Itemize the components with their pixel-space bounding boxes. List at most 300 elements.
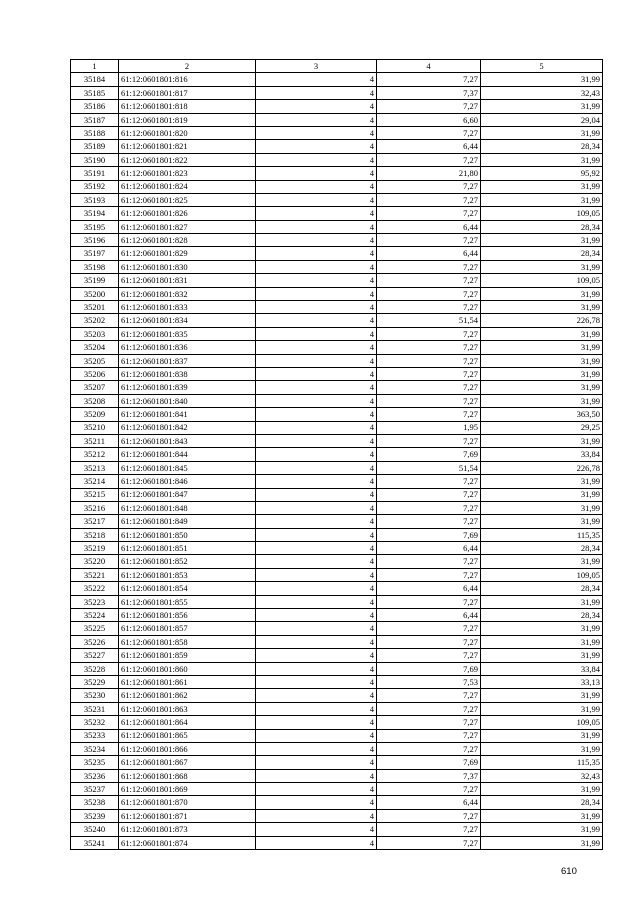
table-cell-col5: 28,34 xyxy=(481,140,603,153)
table-cell-col4: 1,95 xyxy=(377,421,481,434)
table-cell-col3: 4 xyxy=(256,234,377,247)
table-cell-col5: 31,99 xyxy=(481,836,603,849)
table-cell-col5: 31,99 xyxy=(481,100,603,113)
table-cell-col5: 31,99 xyxy=(481,434,603,447)
table-row xyxy=(71,461,603,474)
table-cell-col4: 6,44 xyxy=(377,247,481,260)
table-cell-col4: 7,69 xyxy=(377,448,481,461)
table-cell-col5: 31,99 xyxy=(481,823,603,836)
table-cell-col3: 4 xyxy=(256,675,377,688)
table-cell-col2: 61:12:0601801:858 xyxy=(119,635,256,648)
table-cell-col1: 35213 xyxy=(71,461,119,474)
table-cell-col3: 4 xyxy=(256,488,377,501)
table-row xyxy=(71,649,603,662)
table-cell-col1: 35198 xyxy=(71,260,119,273)
table-row xyxy=(71,193,603,206)
table-cell-col1: 35208 xyxy=(71,394,119,407)
table-cell-col2: 61:12:0601801:835 xyxy=(119,327,256,340)
table-cell-col4: 7,27 xyxy=(377,153,481,166)
table-cell-col3: 4 xyxy=(256,394,377,407)
table-cell-col4: 7,27 xyxy=(377,126,481,139)
table-row xyxy=(71,716,603,729)
table-row xyxy=(71,167,603,180)
table-row xyxy=(71,809,603,822)
table-cell-col4: 6,60 xyxy=(377,113,481,126)
table-cell-col4: 7,27 xyxy=(377,354,481,367)
table-cell-col4: 7,27 xyxy=(377,434,481,447)
header-row xyxy=(71,60,603,73)
table-cell-col2: 61:12:0601801:829 xyxy=(119,247,256,260)
table-cell-col3: 4 xyxy=(256,260,377,273)
table-row xyxy=(71,836,603,849)
table-cell-col3: 4 xyxy=(256,501,377,514)
table-cell-col3: 4 xyxy=(256,716,377,729)
table-cell-col2: 61:12:0601801:825 xyxy=(119,193,256,206)
table-cell-col3: 4 xyxy=(256,421,377,434)
table-cell-col3: 4 xyxy=(256,662,377,675)
table-cell-col1: 35225 xyxy=(71,622,119,635)
table-cell-col3: 4 xyxy=(256,126,377,139)
table-row xyxy=(71,662,603,675)
table-cell-col4: 7,27 xyxy=(377,702,481,715)
table-cell-col4: 6,44 xyxy=(377,542,481,555)
table-cell-col5: 28,34 xyxy=(481,220,603,233)
table-cell-col5: 95,92 xyxy=(481,167,603,180)
table-cell-col5: 28,34 xyxy=(481,796,603,809)
table-cell-col2: 61:12:0601801:830 xyxy=(119,260,256,273)
table-cell-col1: 35223 xyxy=(71,595,119,608)
table-cell-col5: 31,99 xyxy=(481,327,603,340)
table-cell-col3: 4 xyxy=(256,622,377,635)
table-cell-col2: 61:12:0601801:870 xyxy=(119,796,256,809)
table-cell-col2: 61:12:0601801:856 xyxy=(119,609,256,622)
table-cell-col5: 31,99 xyxy=(481,809,603,822)
table-cell-col4: 7,27 xyxy=(377,729,481,742)
table-cell-col1: 35205 xyxy=(71,354,119,367)
table-cell-col5: 31,99 xyxy=(481,555,603,568)
table-cell-col2: 61:12:0601801:823 xyxy=(119,167,256,180)
table-cell-col2: 61:12:0601801:851 xyxy=(119,542,256,555)
table-cell-col2: 61:12:0601801:849 xyxy=(119,515,256,528)
table-cell-col2: 61:12:0601801:847 xyxy=(119,488,256,501)
table-cell-col5: 363,50 xyxy=(481,408,603,421)
table-cell-col4: 7,27 xyxy=(377,783,481,796)
table-cell-col3: 4 xyxy=(256,86,377,99)
table-cell-col3: 4 xyxy=(256,823,377,836)
table-cell-col2: 61:12:0601801:846 xyxy=(119,475,256,488)
table-row xyxy=(71,314,603,327)
table-cell-col1: 35220 xyxy=(71,555,119,568)
table-cell-col1: 35219 xyxy=(71,542,119,555)
table-cell-col4: 7,27 xyxy=(377,234,481,247)
header-cell-2: 2 xyxy=(119,60,256,73)
table-cell-col1: 35210 xyxy=(71,421,119,434)
table-cell-col1: 35185 xyxy=(71,86,119,99)
table-cell-col2: 61:12:0601801:844 xyxy=(119,448,256,461)
table-row xyxy=(71,394,603,407)
table-cell-col3: 4 xyxy=(256,113,377,126)
table-cell-col3: 4 xyxy=(256,542,377,555)
table-cell-col3: 4 xyxy=(256,609,377,622)
table-row xyxy=(71,341,603,354)
table-cell-col3: 4 xyxy=(256,408,377,421)
table-cell-col2: 61:12:0601801:842 xyxy=(119,421,256,434)
table-row xyxy=(71,769,603,782)
table-row xyxy=(71,675,603,688)
table-cell-col5: 31,99 xyxy=(481,635,603,648)
table-cell-col2: 61:12:0601801:850 xyxy=(119,528,256,541)
table-cell-col2: 61:12:0601801:821 xyxy=(119,140,256,153)
table-cell-col1: 35201 xyxy=(71,301,119,314)
table-row xyxy=(71,153,603,166)
table-row xyxy=(71,635,603,648)
table-cell-col1: 35240 xyxy=(71,823,119,836)
table-cell-col4: 7,27 xyxy=(377,649,481,662)
table-cell-col2: 61:12:0601801:871 xyxy=(119,809,256,822)
table-cell-col3: 4 xyxy=(256,287,377,300)
table-cell-col5: 28,34 xyxy=(481,247,603,260)
table-cell-col1: 35217 xyxy=(71,515,119,528)
table-cell-col5: 31,99 xyxy=(481,488,603,501)
table-cell-col1: 35192 xyxy=(71,180,119,193)
table-cell-col1: 35215 xyxy=(71,488,119,501)
page-number: 610 xyxy=(561,866,577,877)
table-cell-col4: 7,27 xyxy=(377,689,481,702)
table-cell-col3: 4 xyxy=(256,568,377,581)
table-row xyxy=(71,796,603,809)
table-cell-col4: 6,44 xyxy=(377,582,481,595)
table-cell-col3: 4 xyxy=(256,595,377,608)
table-cell-col3: 4 xyxy=(256,461,377,474)
table-cell-col4: 6,44 xyxy=(377,796,481,809)
table-row xyxy=(71,354,603,367)
table-row xyxy=(71,126,603,139)
table-cell-col4: 7,27 xyxy=(377,809,481,822)
table-cell-col2: 61:12:0601801:820 xyxy=(119,126,256,139)
table-cell-col5: 31,99 xyxy=(481,515,603,528)
header-cell-1: 1 xyxy=(71,60,119,73)
table-cell-col2: 61:12:0601801:822 xyxy=(119,153,256,166)
table-cell-col5: 33,84 xyxy=(481,662,603,675)
table-cell-col5: 115,35 xyxy=(481,528,603,541)
table-cell-col5: 109,05 xyxy=(481,207,603,220)
table-cell-col5: 31,99 xyxy=(481,649,603,662)
table-cell-col4: 7,27 xyxy=(377,555,481,568)
table-cell-col4: 7,27 xyxy=(377,301,481,314)
table-cell-col3: 4 xyxy=(256,73,377,86)
table-cell-col4: 6,44 xyxy=(377,140,481,153)
table-row xyxy=(71,381,603,394)
table-row xyxy=(71,301,603,314)
table-row xyxy=(71,542,603,555)
table-cell-col5: 109,05 xyxy=(481,716,603,729)
table-cell-col3: 4 xyxy=(256,381,377,394)
table-cell-col5: 31,99 xyxy=(481,475,603,488)
table-cell-col1: 35214 xyxy=(71,475,119,488)
table-row xyxy=(71,274,603,287)
table-cell-col4: 7,27 xyxy=(377,622,481,635)
table-cell-col2: 61:12:0601801:841 xyxy=(119,408,256,421)
table-cell-col2: 61:12:0601801:869 xyxy=(119,783,256,796)
table-cell-col3: 4 xyxy=(256,341,377,354)
table-cell-col2: 61:12:0601801:819 xyxy=(119,113,256,126)
table-cell-col1: 35211 xyxy=(71,434,119,447)
table-cell-col3: 4 xyxy=(256,274,377,287)
table-cell-col2: 61:12:0601801:853 xyxy=(119,568,256,581)
table-cell-col3: 4 xyxy=(256,301,377,314)
table-cell-col4: 6,44 xyxy=(377,220,481,233)
table-cell-col2: 61:12:0601801:867 xyxy=(119,756,256,769)
table-row xyxy=(71,595,603,608)
table-cell-col5: 31,99 xyxy=(481,301,603,314)
table-cell-col3: 4 xyxy=(256,167,377,180)
table-cell-col5: 31,99 xyxy=(481,193,603,206)
table-cell-col4: 51,54 xyxy=(377,461,481,474)
table-cell-col5: 115,35 xyxy=(481,756,603,769)
table-cell-col1: 35202 xyxy=(71,314,119,327)
table-cell-col4: 7,27 xyxy=(377,193,481,206)
table-cell-col1: 35228 xyxy=(71,662,119,675)
table-cell-col5: 31,99 xyxy=(481,783,603,796)
table-cell-col3: 4 xyxy=(256,153,377,166)
table-cell-col2: 61:12:0601801:828 xyxy=(119,234,256,247)
table-cell-col2: 61:12:0601801:874 xyxy=(119,836,256,849)
table-cell-col2: 61:12:0601801:859 xyxy=(119,649,256,662)
header-cell-4: 4 xyxy=(377,60,481,73)
table-cell-col5: 32,43 xyxy=(481,86,603,99)
table-cell-col4: 7,27 xyxy=(377,595,481,608)
table-row xyxy=(71,327,603,340)
table-row xyxy=(71,180,603,193)
table-cell-col5: 29,04 xyxy=(481,113,603,126)
table-cell-col2: 61:12:0601801:854 xyxy=(119,582,256,595)
table-row xyxy=(71,234,603,247)
table-cell-col2: 61:12:0601801:848 xyxy=(119,501,256,514)
table-cell-col4: 7,27 xyxy=(377,836,481,849)
table-cell-col5: 31,99 xyxy=(481,742,603,755)
table-cell-col5: 31,99 xyxy=(481,126,603,139)
table-cell-col3: 4 xyxy=(256,220,377,233)
table-cell-col5: 31,99 xyxy=(481,287,603,300)
table-cell-col3: 4 xyxy=(256,515,377,528)
table-cell-col1: 35226 xyxy=(71,635,119,648)
table-cell-col2: 61:12:0601801:862 xyxy=(119,689,256,702)
table-row xyxy=(71,475,603,488)
table-cell-col2: 61:12:0601801:864 xyxy=(119,716,256,729)
table-row xyxy=(71,367,603,380)
table-cell-col5: 31,99 xyxy=(481,689,603,702)
table-cell-col1: 35206 xyxy=(71,367,119,380)
table-cell-col3: 4 xyxy=(256,836,377,849)
table-cell-col3: 4 xyxy=(256,635,377,648)
table-cell-col3: 4 xyxy=(256,582,377,595)
table-cell-col3: 4 xyxy=(256,769,377,782)
table-cell-col4: 51,54 xyxy=(377,314,481,327)
table-cell-col3: 4 xyxy=(256,742,377,755)
table-cell-col3: 4 xyxy=(256,555,377,568)
table-body xyxy=(71,73,603,850)
table-cell-col1: 35194 xyxy=(71,207,119,220)
table-row xyxy=(71,100,603,113)
table-cell-col4: 7,27 xyxy=(377,716,481,729)
table-cell-col1: 35241 xyxy=(71,836,119,849)
table-cell-col1: 35191 xyxy=(71,167,119,180)
table-cell-col5: 31,99 xyxy=(481,394,603,407)
table-cell-col1: 35195 xyxy=(71,220,119,233)
table-cell-col3: 4 xyxy=(256,783,377,796)
table-cell-col2: 61:12:0601801:838 xyxy=(119,367,256,380)
table-cell-col3: 4 xyxy=(256,193,377,206)
table-cell-col5: 28,34 xyxy=(481,609,603,622)
table-cell-col2: 61:12:0601801:837 xyxy=(119,354,256,367)
table-cell-col4: 21,80 xyxy=(377,167,481,180)
table-cell-col5: 33,84 xyxy=(481,448,603,461)
table-cell-col5: 28,34 xyxy=(481,542,603,555)
table-cell-col3: 4 xyxy=(256,528,377,541)
table-cell-col5: 31,99 xyxy=(481,381,603,394)
table-cell-col1: 35204 xyxy=(71,341,119,354)
table-cell-col3: 4 xyxy=(256,475,377,488)
table-cell-col1: 35234 xyxy=(71,742,119,755)
table-cell-col4: 7,27 xyxy=(377,501,481,514)
table-cell-col1: 35184 xyxy=(71,73,119,86)
table-row xyxy=(71,609,603,622)
table-cell-col2: 61:12:0601801:833 xyxy=(119,301,256,314)
table-cell-col2: 61:12:0601801:865 xyxy=(119,729,256,742)
table-cell-col2: 61:12:0601801:863 xyxy=(119,702,256,715)
table-cell-col5: 31,99 xyxy=(481,180,603,193)
table-cell-col2: 61:12:0601801:857 xyxy=(119,622,256,635)
table-row xyxy=(71,448,603,461)
table-cell-col1: 35199 xyxy=(71,274,119,287)
data-table xyxy=(70,59,603,850)
table-cell-col3: 4 xyxy=(256,207,377,220)
table-cell-col1: 35218 xyxy=(71,528,119,541)
table-cell-col5: 31,99 xyxy=(481,622,603,635)
table-cell-col1: 35203 xyxy=(71,327,119,340)
table-cell-col1: 35229 xyxy=(71,675,119,688)
table-cell-col1: 35209 xyxy=(71,408,119,421)
table-cell-col5: 109,05 xyxy=(481,274,603,287)
table-row xyxy=(71,408,603,421)
table-cell-col3: 4 xyxy=(256,140,377,153)
table-cell-col4: 7,27 xyxy=(377,180,481,193)
table-cell-col2: 61:12:0601801:824 xyxy=(119,180,256,193)
table-cell-col4: 6,44 xyxy=(377,609,481,622)
table-cell-col1: 35233 xyxy=(71,729,119,742)
table-cell-col3: 4 xyxy=(256,809,377,822)
header-cell-3: 3 xyxy=(256,60,377,73)
header-cell-5: 5 xyxy=(481,60,603,73)
table-cell-col3: 4 xyxy=(256,729,377,742)
table-cell-col4: 7,69 xyxy=(377,528,481,541)
table-cell-col4: 7,27 xyxy=(377,207,481,220)
table-cell-col1: 35188 xyxy=(71,126,119,139)
table-cell-col4: 7,27 xyxy=(377,515,481,528)
table-cell-col5: 31,99 xyxy=(481,729,603,742)
table-cell-col1: 35237 xyxy=(71,783,119,796)
table-cell-col5: 109,05 xyxy=(481,568,603,581)
table-cell-col4: 7,69 xyxy=(377,662,481,675)
table-cell-col2: 61:12:0601801:845 xyxy=(119,461,256,474)
table-cell-col5: 31,99 xyxy=(481,234,603,247)
table-cell-col3: 4 xyxy=(256,180,377,193)
table-row xyxy=(71,622,603,635)
table-cell-col1: 35207 xyxy=(71,381,119,394)
table-cell-col2: 61:12:0601801:852 xyxy=(119,555,256,568)
table-row xyxy=(71,247,603,260)
table-cell-col4: 7,27 xyxy=(377,408,481,421)
table-cell-col2: 61:12:0601801:832 xyxy=(119,287,256,300)
table-cell-col1: 35197 xyxy=(71,247,119,260)
table-cell-col3: 4 xyxy=(256,247,377,260)
table-cell-col4: 7,27 xyxy=(377,367,481,380)
table-row xyxy=(71,207,603,220)
table-cell-col1: 35222 xyxy=(71,582,119,595)
table-cell-col3: 4 xyxy=(256,702,377,715)
table-cell-col4: 7,27 xyxy=(377,635,481,648)
table-cell-col3: 4 xyxy=(256,367,377,380)
table-cell-col4: 7,37 xyxy=(377,769,481,782)
table-cell-col5: 31,99 xyxy=(481,702,603,715)
table-cell-col4: 7,69 xyxy=(377,756,481,769)
table-cell-col5: 28,34 xyxy=(481,582,603,595)
table-cell-col5: 29,25 xyxy=(481,421,603,434)
table-row xyxy=(71,140,603,153)
table-cell-col4: 7,27 xyxy=(377,394,481,407)
table-cell-col1: 35200 xyxy=(71,287,119,300)
table-cell-col5: 31,99 xyxy=(481,260,603,273)
table-cell-col1: 35224 xyxy=(71,609,119,622)
table-cell-col5: 226,78 xyxy=(481,461,603,474)
table-cell-col1: 35193 xyxy=(71,193,119,206)
table-cell-col5: 31,99 xyxy=(481,153,603,166)
table-row xyxy=(71,555,603,568)
table-cell-col1: 35221 xyxy=(71,568,119,581)
table-cell-col1: 35190 xyxy=(71,153,119,166)
table-cell-col4: 7,27 xyxy=(377,287,481,300)
table-cell-col1: 35189 xyxy=(71,140,119,153)
table-row xyxy=(71,287,603,300)
table-row xyxy=(71,113,603,126)
table-cell-col4: 7,27 xyxy=(377,475,481,488)
table-row xyxy=(71,742,603,755)
table-cell-col3: 4 xyxy=(256,100,377,113)
table-cell-col3: 4 xyxy=(256,689,377,702)
table-cell-col4: 7,27 xyxy=(377,568,481,581)
table-row xyxy=(71,729,603,742)
table-cell-col4: 7,37 xyxy=(377,86,481,99)
table-row xyxy=(71,783,603,796)
table-cell-col2: 61:12:0601801:827 xyxy=(119,220,256,233)
table-cell-col2: 61:12:0601801:843 xyxy=(119,434,256,447)
table-cell-col2: 61:12:0601801:836 xyxy=(119,341,256,354)
table-cell-col1: 35196 xyxy=(71,234,119,247)
table-cell-col1: 35186 xyxy=(71,100,119,113)
table-cell-col3: 4 xyxy=(256,354,377,367)
table-cell-col4: 7,27 xyxy=(377,327,481,340)
table-row xyxy=(71,86,603,99)
table-cell-col1: 35216 xyxy=(71,501,119,514)
table-row xyxy=(71,689,603,702)
table-cell-col4: 7,27 xyxy=(377,742,481,755)
table-cell-col1: 35232 xyxy=(71,716,119,729)
table-row xyxy=(71,515,603,528)
table-cell-col4: 7,27 xyxy=(377,381,481,394)
table-cell-col4: 7,27 xyxy=(377,488,481,501)
table-cell-col1: 35230 xyxy=(71,689,119,702)
table-cell-col5: 31,99 xyxy=(481,595,603,608)
